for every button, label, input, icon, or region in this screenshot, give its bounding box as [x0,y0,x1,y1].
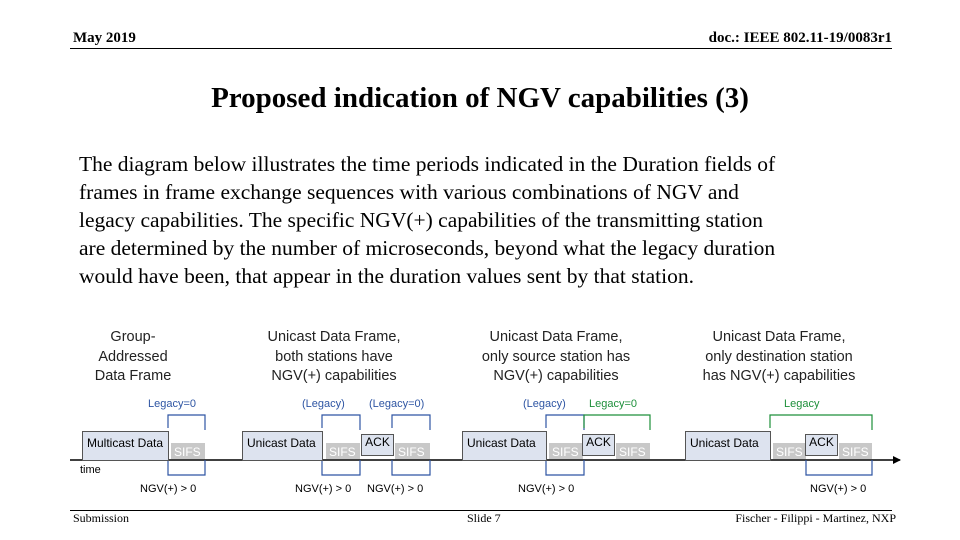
legacy-label: (Legacy) [302,398,345,410]
column-title-line: Group- [110,329,156,345]
sifs-gap: SIFS [171,443,205,459]
ngv-bracket [392,460,430,475]
ack-frame: ACK [805,434,838,456]
column-title-line: Unicast Data Frame, [489,329,623,345]
header-doc-id: doc.: IEEE 802.11-19/0083r1 [708,30,892,46]
legacy-label: (Legacy) [523,398,566,410]
sifs-gap: SIFS [616,443,650,459]
unicast-data-frame: Unicast Data [462,431,547,461]
body-line: would have been, that appear in the duration values sent by that station. [79,264,694,288]
ngv-label: NGV(+) > 0 [810,483,867,495]
legacy-label: Legacy=0 [589,398,638,410]
ngv-label: NGV(+) > 0 [518,483,575,495]
column-title-line: Unicast Data Frame, [267,329,401,345]
column-title-line: only destination station [705,348,853,365]
column-title-line: NGV(+) capabilities [271,368,397,384]
ngv-label: NGV(+) > 0 [295,483,352,495]
ngv-bracket [806,460,872,475]
legacy-label: Legacy=0 [148,398,197,410]
ack-frame: ACK [582,434,615,456]
column-title-line: Unicast Data Frame, [712,329,846,345]
unicast-data-frame: Unicast Data [685,431,771,461]
multicast-data-frame: Multicast Data [82,431,169,461]
footer-submission: Submission [73,511,130,525]
legacy-label: Legacy [784,398,820,410]
column-title-line: Data Frame [94,368,172,384]
ngv-bracket [322,460,360,475]
sifs-gap: SIFS [839,443,872,459]
unicast-data-frame: Unicast Data [242,431,323,461]
legacy-bracket [322,415,360,430]
body-line: are determined by the number of microseconds, beyond what the legacy duration [79,236,776,260]
column-title-line: has NGV(+) capabilities [702,368,856,384]
sifs-gap: SIFS [326,443,360,459]
sifs-gap: SIFS [395,443,430,459]
time-axis-label: time [80,464,101,476]
ngv-label: NGV(+) > 0 [367,483,424,495]
ack-frame: ACK [361,434,394,456]
sifs-gap: SIFS [773,443,806,459]
column-title-line: NGV(+) capabilities [493,368,619,384]
sifs-gap: SIFS [549,443,583,459]
legacy-bracket [546,415,584,430]
ngv-label: NGV(+) > 0 [140,483,197,495]
ngv-bracket [546,460,584,475]
footer-slide-number: Slide 7 [467,511,501,525]
legacy-bracket [770,415,872,430]
body-line: The diagram below illustrates the time periods indicated in the Duration fields of [79,152,776,176]
ngv-bracket [168,460,205,475]
legacy-bracket [392,415,430,430]
legacy-bracket [584,415,650,430]
column-title-line: only source station has [481,348,631,365]
column-title-line: both stations have [275,348,393,365]
legacy-label: (Legacy=0) [369,398,425,410]
body-line: frames in frame exchange sequences with various combinations of NGV and [79,180,739,204]
footer-authors: Fischer - Filippi - Martinez, NXP [735,511,896,525]
column-title-line: Addressed [98,348,168,365]
header-date: May 2019 [73,30,136,46]
body-line: legacy capabilities. The specific NGV(+) capabilities of the transmitting station [79,208,763,232]
legacy-bracket [168,415,205,430]
slide-title: Proposed indication of NGV capabilities (3) [211,82,749,114]
